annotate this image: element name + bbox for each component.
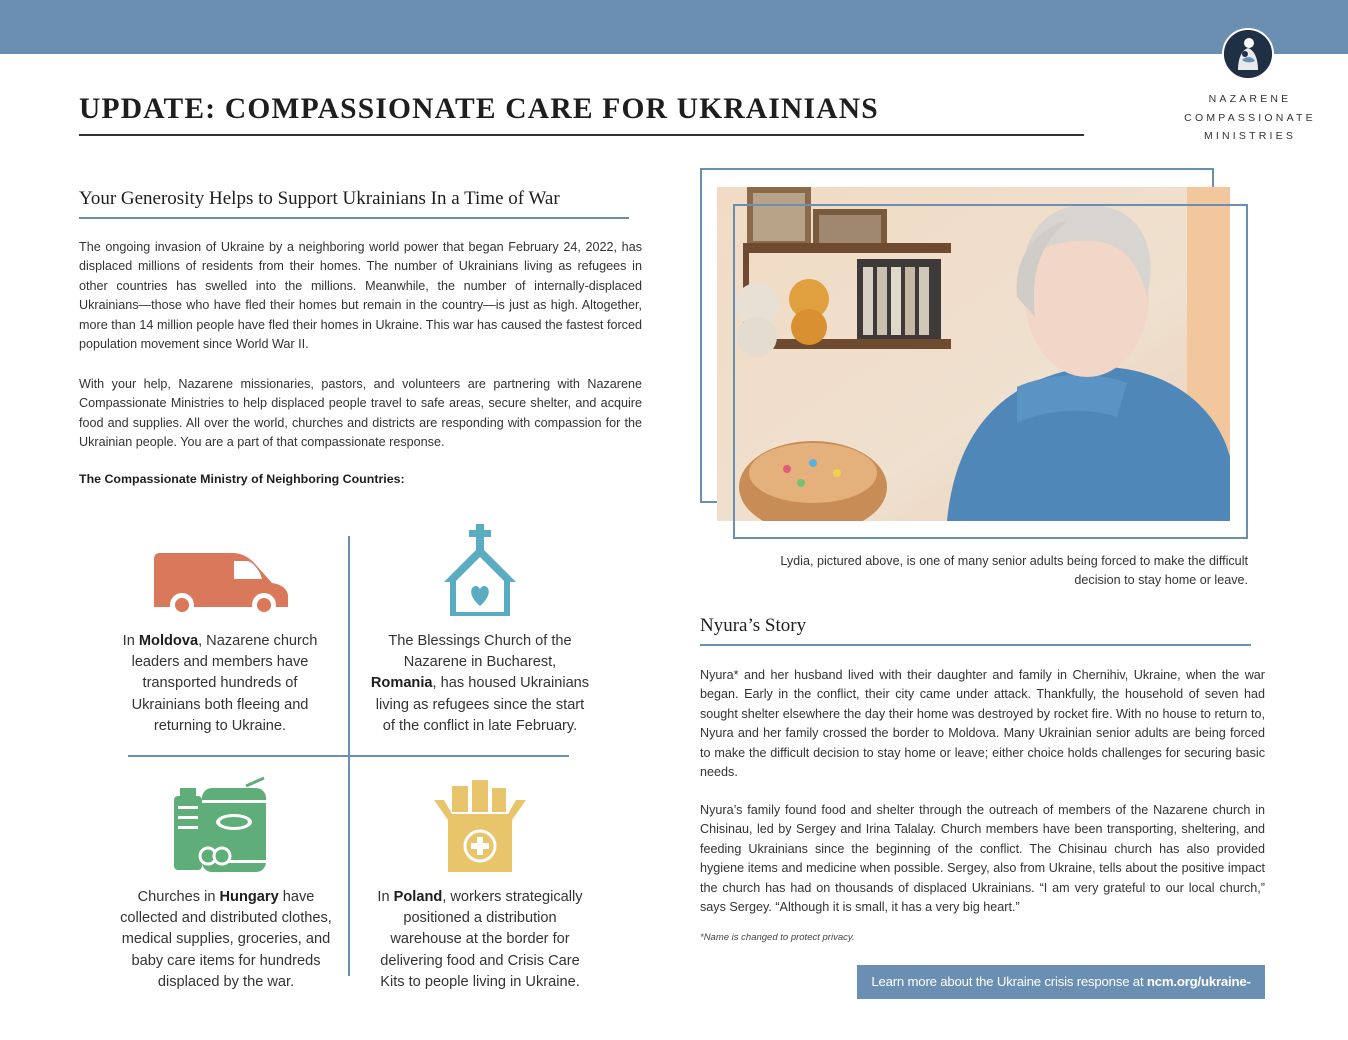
story-title: Nyura’s Story: [700, 615, 807, 636]
romania-pre: The Blessings Church of the Nazarene in Bucharest,: [388, 633, 572, 671]
header-bar: [0, 0, 1348, 54]
supplies-icon: [172, 776, 268, 879]
org-name-line: MINISTRIES: [1203, 130, 1297, 142]
cta-text: Learn more about the Ukraine crisis response at: [871, 974, 1147, 989]
romania-text: [370, 631, 590, 737]
countries-heading: The Compassionate Ministry of Neighboring Countries:: [79, 472, 405, 486]
romania-country: Romania: [370, 675, 433, 692]
story-paragraph-2: Nyura’s family found food and shelter through the outreach of members of the Nazarene church in Chisinau, led by Sergey and Irina Talalay. Church members have been transporting, sheltering, and feeding Ukrainians since the beginning of the conflict. The Chisinau church has also provided hygiene items and medicine when possible. Sergey, also from Ukraine, tells about the positive impact the church has had on thousands of displaced Ukrainians. “I am very grateful to our local church,” says Sergey. “Although it is small, it has a very big heart.”: [700, 803, 1265, 915]
poland-pre: In: [377, 889, 394, 905]
org-name: [1170, 90, 1330, 146]
section-subtitle: Your Generosity Helps to Support Ukrainians In a Time of War: [79, 188, 560, 209]
poland-text: [370, 887, 590, 993]
ncm-logo-icon: [1222, 28, 1274, 80]
poland-country: Poland: [393, 889, 443, 905]
hungary-text: [112, 887, 340, 993]
van-icon: [150, 551, 290, 620]
moldova-text: [110, 631, 330, 737]
org-name-line: NAZARENE: [1208, 93, 1292, 105]
grid-divider-horizontal: [128, 755, 569, 757]
cta-link[interactable]: ncm.org/ukraine-crisis: [1044, 974, 1251, 1023]
church-heart-icon: [442, 524, 518, 623]
story-title-divider: [700, 644, 1251, 646]
hungary-pre: Churches in: [137, 889, 220, 905]
moldova-post: , Nazarene church leaders and members have transported hundreds of Ukrainians both fleeing and returning to Ukraine.: [131, 633, 318, 734]
romania-post: , has housed Ukrainians living as refugees since the start of the conflict in late February.: [375, 675, 590, 734]
moldova-pre: In: [122, 633, 139, 649]
response-paragraph: With your help, Nazarene missionaries, pastors, and volunteers are partnering with Nazarene Compassionate Ministries to help displaced people travel to safe areas, secure shelter, and acquire food and supplies. All over the world, churches and districts are responding with compassion for the Ukrainian people. You are a part of that compassionate response.: [79, 377, 642, 450]
org-name-line: COMPASSIONATE: [1184, 111, 1316, 124]
moldova-country: Moldova: [138, 633, 199, 649]
poland-post: , workers strategically positioned a distribution warehouse at the border for delivering food and Crisis Care Kits to people living in Ukraine.: [380, 889, 583, 990]
page-title: UPDATE: COMPASSIONATE CARE FOR UKRAINIANS: [79, 93, 879, 125]
photo-caption: Lydia, pictured above, is one of many senior adults being forced to make the difficult decision to stay home or leave.: [780, 554, 1248, 588]
hungary-post: have collected and distributed clothes, medical supplies, groceries, and baby care items for hundreds displaced by the war.: [120, 889, 332, 990]
subtitle-divider: [79, 217, 629, 219]
story-paragraph-1: Nyura* and her husband lived with their daughter and family in Chernihiv, Ukraine, when the war began. Early in the conflict, their city came under attack. Thankfully, the household of seven had sought shelter elsewhere the day their home was destroyed by rocket fire. With no house to return to, Nyura and her family crossed the border to Moldova. Many Ukrainian senior adults are being forced to make the difficult decision to stay home or leave; either choice holds challenges for securing basic needs.: [700, 668, 1265, 780]
crisis-box-icon: [432, 776, 528, 879]
title-divider: [79, 134, 1084, 136]
hungary-country: Hungary: [219, 889, 279, 905]
privacy-footnote: *Name is changed to protect privacy.: [700, 932, 855, 943]
learn-more-button[interactable]: [857, 965, 1265, 1023]
intro-paragraph: The ongoing invasion of Ukraine by a neighboring world power that began February 24, 2022, has displaced millions of residents from their homes. The number of Ukrainians living as refugees in other countries has swelled into the millions. Meanwhile, the number of internally-displaced Ukrainians—those who have fled their homes but remain in the country—is just as high. Altogether, more than 14 million people have fled their homes in Ukraine. This war has caused the fastest forced population movement since World War II.: [79, 240, 642, 352]
photo-frame-front: [733, 204, 1248, 539]
